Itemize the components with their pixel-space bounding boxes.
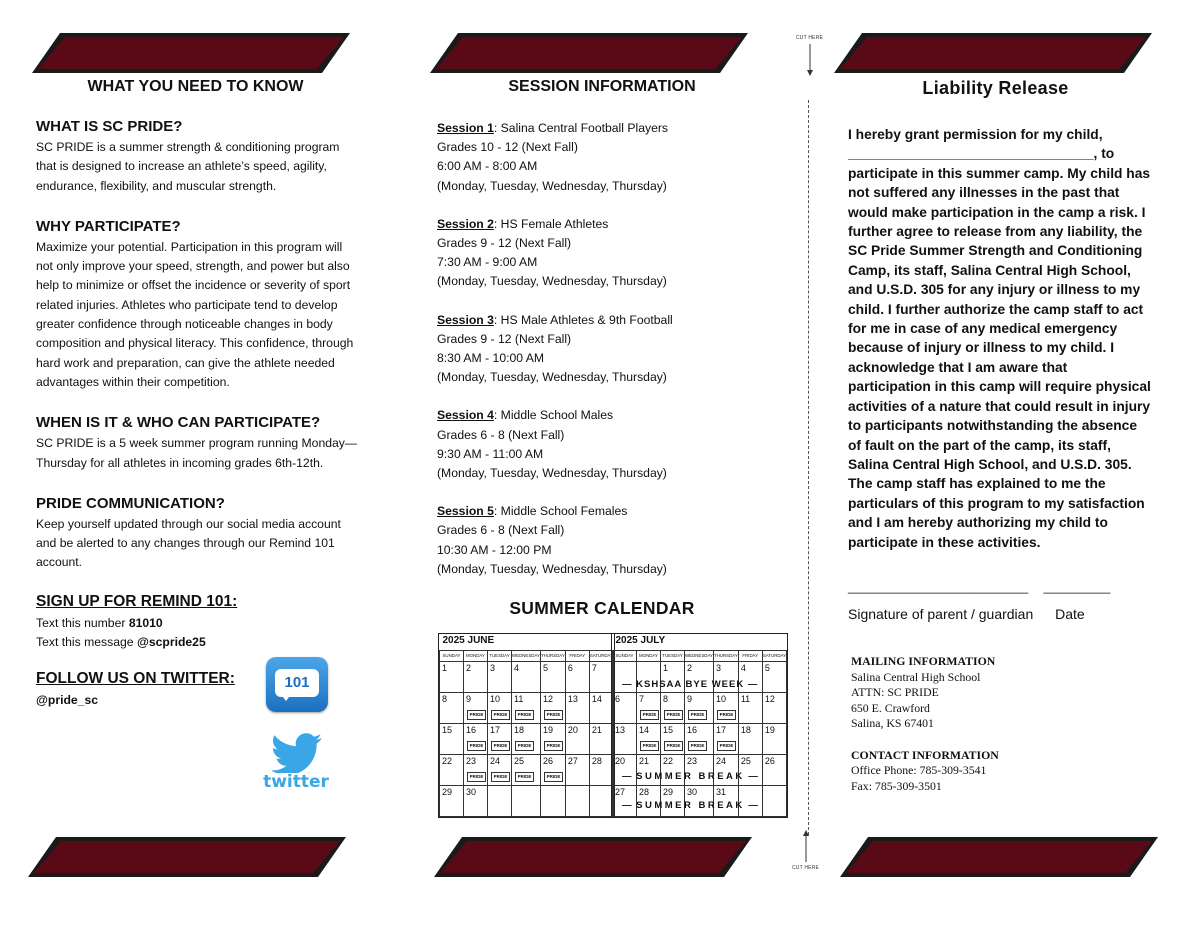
calendar-week [440, 723, 614, 754]
day-name: TUESDAY [488, 650, 512, 661]
day-number: 2 [466, 662, 472, 673]
day-number: 7 [591, 662, 597, 673]
mailing-line: Salina, KS 67401 [851, 716, 934, 730]
day-number: 28 [591, 755, 602, 766]
calendar-day [565, 661, 589, 692]
calendar-day [713, 723, 738, 754]
day-number: 12 [542, 693, 553, 704]
remind-message-prefix: Text this message [36, 635, 137, 650]
calendar-week [440, 661, 614, 692]
break-dash-icon: — [748, 800, 759, 811]
pride-session-tag: PRIDE [515, 772, 534, 782]
session-label: Session 1 [437, 121, 494, 135]
section-title: WHEN IS IT & WHO CAN PARTICIPATE? [36, 414, 321, 432]
calendar-day [589, 723, 613, 754]
section-when-who [36, 414, 361, 473]
day-name: THURSDAY [540, 650, 565, 661]
column-session-information [437, 78, 777, 598]
pride-session-tag: PRIDE [467, 710, 486, 720]
calendar-day [589, 661, 613, 692]
signature-labels [848, 606, 1148, 622]
remind-message-line [36, 633, 361, 652]
day-number: 1 [442, 662, 448, 673]
day-number: 18 [514, 724, 525, 735]
section-title: WHY PARTICIPATE? [36, 217, 181, 235]
signature-line[interactable]: ___________________________ [848, 580, 1029, 594]
calendar-day [565, 785, 589, 816]
pride-session-tag: PRIDE [544, 710, 563, 720]
column-what-you-need-to-know [36, 78, 361, 711]
twitter-wordmark: twitter [263, 772, 329, 792]
day-number: 25 [514, 755, 525, 766]
day-number: 6 [567, 662, 573, 673]
remind-message: @scpride25 [136, 635, 206, 650]
banner-bottom-right [840, 835, 1158, 879]
calendar-day [540, 661, 565, 692]
twitter-heading: FOLLOW US ON TWITTER: [36, 670, 235, 688]
day-number: 5 [764, 662, 770, 673]
day-number: 11 [514, 693, 524, 704]
bye-week-dash-icon: — [622, 679, 633, 690]
calendar-day [488, 661, 512, 692]
liability-text [848, 125, 1153, 552]
banner-top-middle [430, 31, 748, 75]
section-text: Maximize your potential. Participation in this program will not only improve your speed, strength, and power but also help to minimize or offset the incidence or severity of sport related injuries. Athletes who participate tend to develop greater confidence through noticeable changes in body composition and physical literacy. This confidence, through hard work and preparation, can give the athlete needed advantages within their competition. [36, 239, 354, 389]
session-group: : Salina Central Football Players [493, 121, 669, 135]
summer-calendar-title: SUMMER CALENDAR [509, 598, 695, 618]
session-group: : HS Male Athletes & 9th Football [493, 312, 673, 327]
session-time: 10:30 AM - 12:00 PM [437, 542, 552, 557]
day-number: 16 [687, 724, 698, 735]
mailing-line: ATTN: SC PRIDE [851, 685, 939, 699]
calendar-day [589, 692, 613, 723]
day-name: WEDNESDAY [512, 650, 541, 661]
day-number: 12 [764, 693, 775, 704]
calendar-day [488, 785, 512, 816]
day-number: 9 [466, 693, 472, 704]
day-number: 30 [687, 786, 698, 797]
section-what-is [36, 118, 361, 196]
session-1 [437, 119, 777, 196]
pride-session-tag: PRIDE [688, 710, 707, 720]
calendar-day [440, 692, 464, 723]
day-name: SATURDAY [589, 650, 613, 661]
session-group: : Middle School Females [493, 504, 628, 519]
calendar-day [464, 661, 488, 692]
calendar-week [440, 754, 614, 785]
day-number: 13 [615, 724, 626, 735]
pride-session-tag: PRIDE [664, 710, 683, 720]
section-communication [36, 495, 361, 573]
calendar-day [762, 754, 786, 785]
calendar-day [685, 723, 714, 754]
calendar-day [440, 785, 464, 816]
day-number: 17 [715, 724, 726, 735]
session-group: : Middle School Males [493, 408, 614, 423]
day-number: 15 [442, 724, 453, 735]
session-grades: Grades 6 - 8 (Next Fall) [437, 523, 565, 538]
cut-arrow-up-icon [801, 830, 811, 862]
day-name: SUNDAY [613, 650, 637, 661]
pride-session-tag: PRIDE [515, 710, 534, 720]
calendar-day [637, 723, 661, 754]
session-heading [437, 502, 777, 521]
banner-bottom-left [28, 835, 346, 879]
calendar-day [661, 723, 685, 754]
mailing-information [851, 654, 1141, 794]
date-label: Date [1055, 606, 1085, 622]
calendar-day [637, 692, 661, 723]
day-number: 25 [740, 755, 751, 766]
bye-week-dash-icon: — [747, 679, 759, 690]
day-number: 9 [687, 693, 693, 704]
twitter-bird-icon[interactable] [272, 733, 324, 773]
day-number: 20 [615, 755, 626, 766]
day-number: 21 [639, 755, 650, 766]
bye-week-label: KSHSAA BYE WEEK [636, 679, 745, 690]
section-why-participate [36, 218, 361, 392]
day-number: 11 [740, 693, 751, 704]
calendar-day [762, 785, 786, 816]
calendar-day [613, 723, 637, 754]
session-time: 8:30 AM - 10:00 AM [437, 351, 545, 366]
calendar-day [661, 692, 685, 723]
calendar-day [738, 723, 762, 754]
liability-text-intro: I hereby grant permission for my child, [848, 127, 1103, 142]
summer-break-banner-1 [622, 771, 759, 782]
remind-heading: SIGN UP FOR REMIND 101: [36, 592, 238, 610]
session-label: Session 2 [437, 216, 494, 231]
day-number: 14 [639, 724, 650, 735]
july-month-title: 2025 JULY [613, 634, 787, 650]
day-name: SATURDAY [762, 650, 786, 661]
calendar-day [512, 692, 541, 723]
pride-session-tag: PRIDE [640, 710, 659, 720]
pride-session-tag: PRIDE [664, 741, 683, 751]
day-number: 13 [567, 693, 578, 704]
cut-here-top: CUT HERE [796, 35, 824, 41]
mailing-line: Salina Central High School [851, 669, 981, 684]
calendar-day [540, 723, 565, 754]
june-month-title: 2025 JUNE [440, 634, 614, 650]
day-number: 26 [764, 755, 775, 766]
session-days: (Monday, Tuesday, Wednesday, Thursday) [437, 274, 667, 289]
calendar-day [512, 661, 541, 692]
summer-break-banner-2 [622, 800, 759, 811]
session-3 [437, 311, 777, 388]
day-number: 31 [715, 786, 726, 797]
session-5 [437, 502, 777, 579]
day-number: 10 [715, 693, 726, 704]
day-number: 27 [615, 786, 626, 797]
banner-top-left [32, 31, 350, 75]
day-number: 7 [639, 693, 645, 704]
calendar-day [565, 723, 589, 754]
liability-text-body: , to participate in this summer camp. My child has not suffered any illnesses in the past that would make participation in the camp a risk. I further agree to release from any liability, the SC Pride Summer Strength and Conditioning Camp, its staff, Salina Central High School, and U.S.D. 305 for any injury or illness to my child. I further authorize the camp staff to act for me in case of any medical emergency because of injury or illness to my child. I acknowledge that I am aware that participation in this camp will require physical activities of a nature that could result in injury to participants notwithstanding the absence of fault on the part of the camp, its staff, Salina Central High School, and U.S.D. 305. The camp staff has explained to me the particulars of this program to my satisfaction and I am hereby authorizing my child to participate in these activities. [848, 146, 1151, 550]
calendar-day [512, 785, 541, 816]
session-label: Session 5 [437, 504, 494, 519]
session-grades: Grades 10 - 12 (Next Fall) [437, 140, 578, 155]
session-days: (Monday, Tuesday, Wednesday, Thursday) [437, 466, 667, 481]
remind-number-line [36, 614, 361, 633]
session-time: 9:30 AM - 11:00 AM [437, 446, 544, 461]
day-name: WEDNESDAY [685, 650, 714, 661]
session-days: (Monday, Tuesday, Wednesday, Thursday) [437, 370, 667, 385]
session-days: (Monday, Tuesday, Wednesday, Thursday) [437, 178, 667, 193]
cut-here-bottom: CUT HERE [792, 865, 820, 871]
kshsaa-bye-week-banner [622, 679, 758, 690]
day-number: 5 [542, 662, 548, 673]
day-name: MONDAY [464, 650, 488, 661]
calendar-week [440, 692, 614, 723]
mailing-line: 650 E. Crawford [851, 700, 930, 715]
july-day-names [613, 650, 787, 661]
day-number: 24 [715, 755, 726, 766]
remind-number-prefix: Text this number [36, 615, 129, 630]
day-number: 22 [442, 755, 453, 766]
calendar-day [464, 754, 488, 785]
session-group: : HS Female Athletes [493, 216, 609, 231]
day-number: 8 [663, 693, 669, 704]
day-number: 26 [542, 755, 553, 766]
day-number: 4 [514, 662, 520, 673]
calendar-day [440, 661, 464, 692]
child-name-blank[interactable]: ________________________________ [848, 146, 1094, 162]
summer-break-label: SUMMER BREAK [636, 800, 745, 811]
column-liability-release [848, 78, 1153, 552]
calendar-day [512, 754, 541, 785]
remind-number: 81010 [128, 615, 163, 630]
calendar-day [565, 692, 589, 723]
session-heading [437, 119, 777, 138]
pride-session-tag: PRIDE [491, 772, 510, 782]
day-number: 15 [663, 724, 674, 735]
banner-bottom-middle [434, 835, 752, 879]
session-days: (Monday, Tuesday, Wednesday, Thursday) [437, 561, 667, 576]
signature-label: Signature of parent / guardian [848, 606, 1034, 622]
pride-session-tag: PRIDE [717, 710, 736, 720]
remind-101-icon[interactable] [266, 657, 328, 712]
summer-break-label: SUMMER BREAK [636, 771, 745, 782]
day-number: 4 [740, 662, 746, 673]
calendar-day [440, 754, 464, 785]
session-heading [437, 215, 777, 234]
pride-session-tag: PRIDE [544, 741, 563, 751]
day-number: 27 [567, 755, 578, 766]
pride-session-tag: PRIDE [491, 710, 510, 720]
liability-title: Liability Release [922, 78, 1069, 98]
session-4 [437, 406, 777, 483]
session-grades: Grades 9 - 12 (Next Fall) [437, 236, 572, 251]
section-text: Keep yourself updated through our social media account and be alerted to any changes through our Remind 101 account. [36, 516, 341, 570]
session-2 [437, 215, 777, 292]
calendar-week [613, 692, 787, 723]
pride-session-tag: PRIDE [467, 772, 486, 782]
pride-session-tag: PRIDE [515, 741, 534, 751]
pride-session-tag: PRIDE [717, 741, 736, 751]
day-number: 1 [663, 662, 669, 673]
calendar-day [762, 723, 786, 754]
signature-lines [848, 580, 1148, 594]
day-number: 6 [615, 693, 621, 704]
pride-session-tag: PRIDE [491, 741, 510, 751]
calendar-day [540, 785, 565, 816]
day-number: 20 [567, 724, 578, 735]
pride-session-tag: PRIDE [544, 772, 563, 782]
section-text: SC PRIDE is a summer strength & conditioning program that is designed to increase an athlete’s speed, agility, endurance, flexibility, and muscular strength. [36, 140, 340, 193]
calendar-day [488, 692, 512, 723]
calendar-day [464, 692, 488, 723]
session-time: 6:00 AM - 8:00 AM [437, 159, 538, 174]
calendar-week [440, 785, 614, 816]
june-day-names [440, 650, 614, 661]
day-number: 17 [490, 724, 501, 735]
twitter-handle: @pride_sc [36, 693, 99, 708]
day-name: TUESDAY [661, 650, 685, 661]
day-number: 29 [663, 786, 674, 797]
column-2-header: SESSION INFORMATION [508, 78, 696, 95]
day-number: 18 [740, 724, 751, 735]
session-grades: Grades 6 - 8 (Next Fall) [437, 427, 565, 442]
remind-signup [36, 593, 361, 653]
day-name: THURSDAY [713, 650, 738, 661]
section-title: PRIDE COMMUNICATION? [36, 494, 225, 512]
day-name: MONDAY [637, 650, 661, 661]
calendar-day [613, 692, 637, 723]
day-number: 30 [466, 786, 477, 797]
day-name: SUNDAY [440, 650, 464, 661]
day-number: 28 [639, 786, 650, 797]
pride-session-tag: PRIDE [688, 741, 707, 751]
calendar-week [613, 723, 787, 754]
column-1-header: WHAT YOU NEED TO KNOW [87, 78, 304, 95]
day-name: FRIDAY [565, 650, 589, 661]
day-number: 3 [715, 662, 721, 673]
calendar-day [488, 754, 512, 785]
day-number: 3 [490, 662, 496, 673]
june-calendar [438, 633, 615, 818]
day-number: 22 [663, 755, 674, 766]
calendar-day [464, 723, 488, 754]
banner-top-right [834, 31, 1152, 75]
section-title: WHAT IS SC PRIDE? [36, 118, 183, 135]
calendar-day [738, 692, 762, 723]
cut-arrow-down-icon [805, 44, 815, 76]
session-grades: Grades 9 - 12 (Next Fall) [437, 331, 572, 346]
break-dash-icon: — [748, 771, 759, 782]
day-number: 10 [490, 693, 501, 704]
section-text: SC PRIDE is a 5 week summer program running Monday—Thursday for all athletes in incoming grades 6th-12th. [36, 436, 358, 470]
day-number: 23 [466, 755, 477, 766]
day-number: 19 [764, 724, 775, 735]
calendar-day [464, 785, 488, 816]
day-number: 23 [687, 755, 698, 766]
remind-icon-label: 101 [284, 674, 310, 691]
day-number: 21 [591, 724, 602, 735]
day-number: 2 [687, 662, 693, 673]
signature-block [848, 580, 1148, 622]
session-label: Session 4 [437, 408, 494, 423]
session-heading [437, 406, 777, 425]
pride-session-tag: PRIDE [640, 741, 659, 751]
day-number: 16 [466, 724, 477, 735]
calendar-day [762, 661, 786, 692]
break-dash-icon: — [622, 800, 633, 811]
day-number: 24 [490, 755, 501, 766]
session-label: Session 3 [437, 312, 494, 327]
break-dash-icon: — [622, 771, 633, 782]
session-time: 7:30 AM - 9:00 AM [437, 255, 538, 270]
contact-phone: Office Phone: 785-309-3541 [851, 763, 987, 777]
calendar-day [512, 723, 541, 754]
pride-session-tag: PRIDE [467, 741, 486, 751]
contact-heading: CONTACT INFORMATION [851, 747, 999, 762]
calendar-day [589, 754, 613, 785]
calendar-day [565, 754, 589, 785]
day-number: 14 [591, 693, 602, 704]
calendar-day [540, 692, 565, 723]
day-number: 19 [542, 724, 553, 735]
day-number: 29 [442, 786, 453, 797]
day-number: 8 [442, 693, 448, 704]
contact-fax: Fax: 785-309-3501 [851, 778, 942, 793]
cut-line [808, 100, 809, 835]
calendar-day [762, 692, 786, 723]
date-line[interactable]: __________ [1043, 580, 1111, 594]
mailing-heading: MAILING INFORMATION [851, 654, 996, 668]
calendar-day [713, 692, 738, 723]
calendar-day [440, 723, 464, 754]
july-calendar [611, 633, 788, 818]
calendar-day [488, 723, 512, 754]
session-heading [437, 311, 777, 330]
calendar-day [589, 785, 613, 816]
calendar-day [685, 692, 714, 723]
day-name: FRIDAY [738, 650, 762, 661]
calendar-day [540, 754, 565, 785]
